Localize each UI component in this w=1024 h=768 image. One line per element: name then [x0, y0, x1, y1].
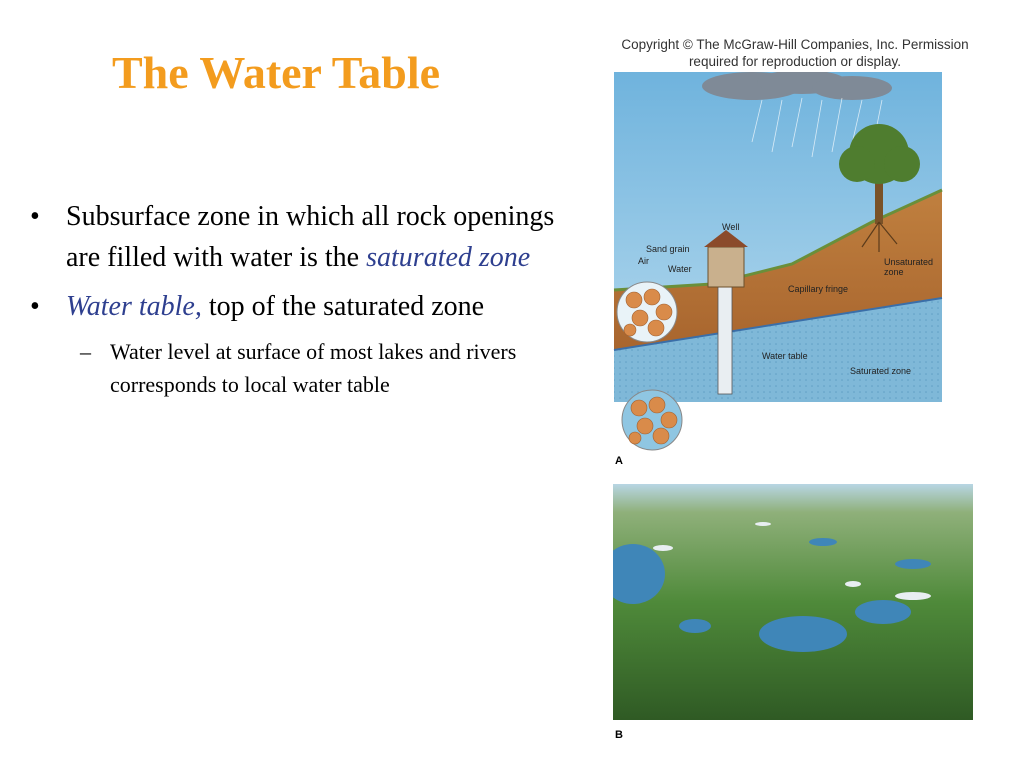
label-well: Well	[722, 222, 740, 232]
bullet-emphasis: saturated zone	[366, 242, 531, 273]
bullet-text: top of the saturated zone	[201, 291, 485, 322]
slide-body	[30, 196, 590, 401]
sub-bullet-lakes	[30, 335, 590, 401]
label-air: Air	[638, 256, 649, 266]
bullet-emphasis: Water table,	[66, 291, 202, 322]
label-water-table: Water table	[762, 351, 808, 361]
well-shaft	[718, 284, 732, 394]
sub-bullet-marker: –	[80, 339, 91, 364]
label-sand-grain: Sand grain	[646, 244, 690, 254]
aerial-lakes-photo	[613, 484, 973, 720]
bullet-text: Subsurface zone in which all rock openings are filled with water is the	[66, 201, 555, 273]
label-unsaturated-2: zone	[884, 267, 904, 277]
panel-a-label: A	[615, 455, 623, 467]
label-water: Water	[668, 264, 692, 274]
label-saturated-zone: Saturated zone	[850, 366, 912, 376]
water-table-diagram	[612, 72, 952, 464]
bullet-marker: •	[30, 291, 40, 322]
label-unsaturated-1: Unsaturated	[884, 257, 934, 267]
copyright-line-2: required for reproduction or display.	[688, 54, 902, 69]
slide-title: The Water Table	[112, 47, 441, 98]
bullet-saturated-zone	[30, 196, 590, 278]
copyright-line-1: Copyright © The McGraw-Hill Companies, Inc. Permission	[621, 37, 969, 52]
label-capillary-fringe: Capillary fringe	[788, 284, 849, 294]
bullet-water-table	[30, 286, 590, 327]
sand-grain-inset-saturated	[622, 390, 682, 450]
bullet-marker: •	[30, 201, 40, 232]
copyright-notice	[612, 36, 978, 70]
well-house	[708, 247, 744, 287]
sub-bullet-text: Water level at surface of most lakes and rivers corresponds to local water table	[110, 339, 517, 397]
panel-b-label: B	[615, 729, 623, 741]
sand-grain-inset-unsaturated	[617, 282, 677, 342]
